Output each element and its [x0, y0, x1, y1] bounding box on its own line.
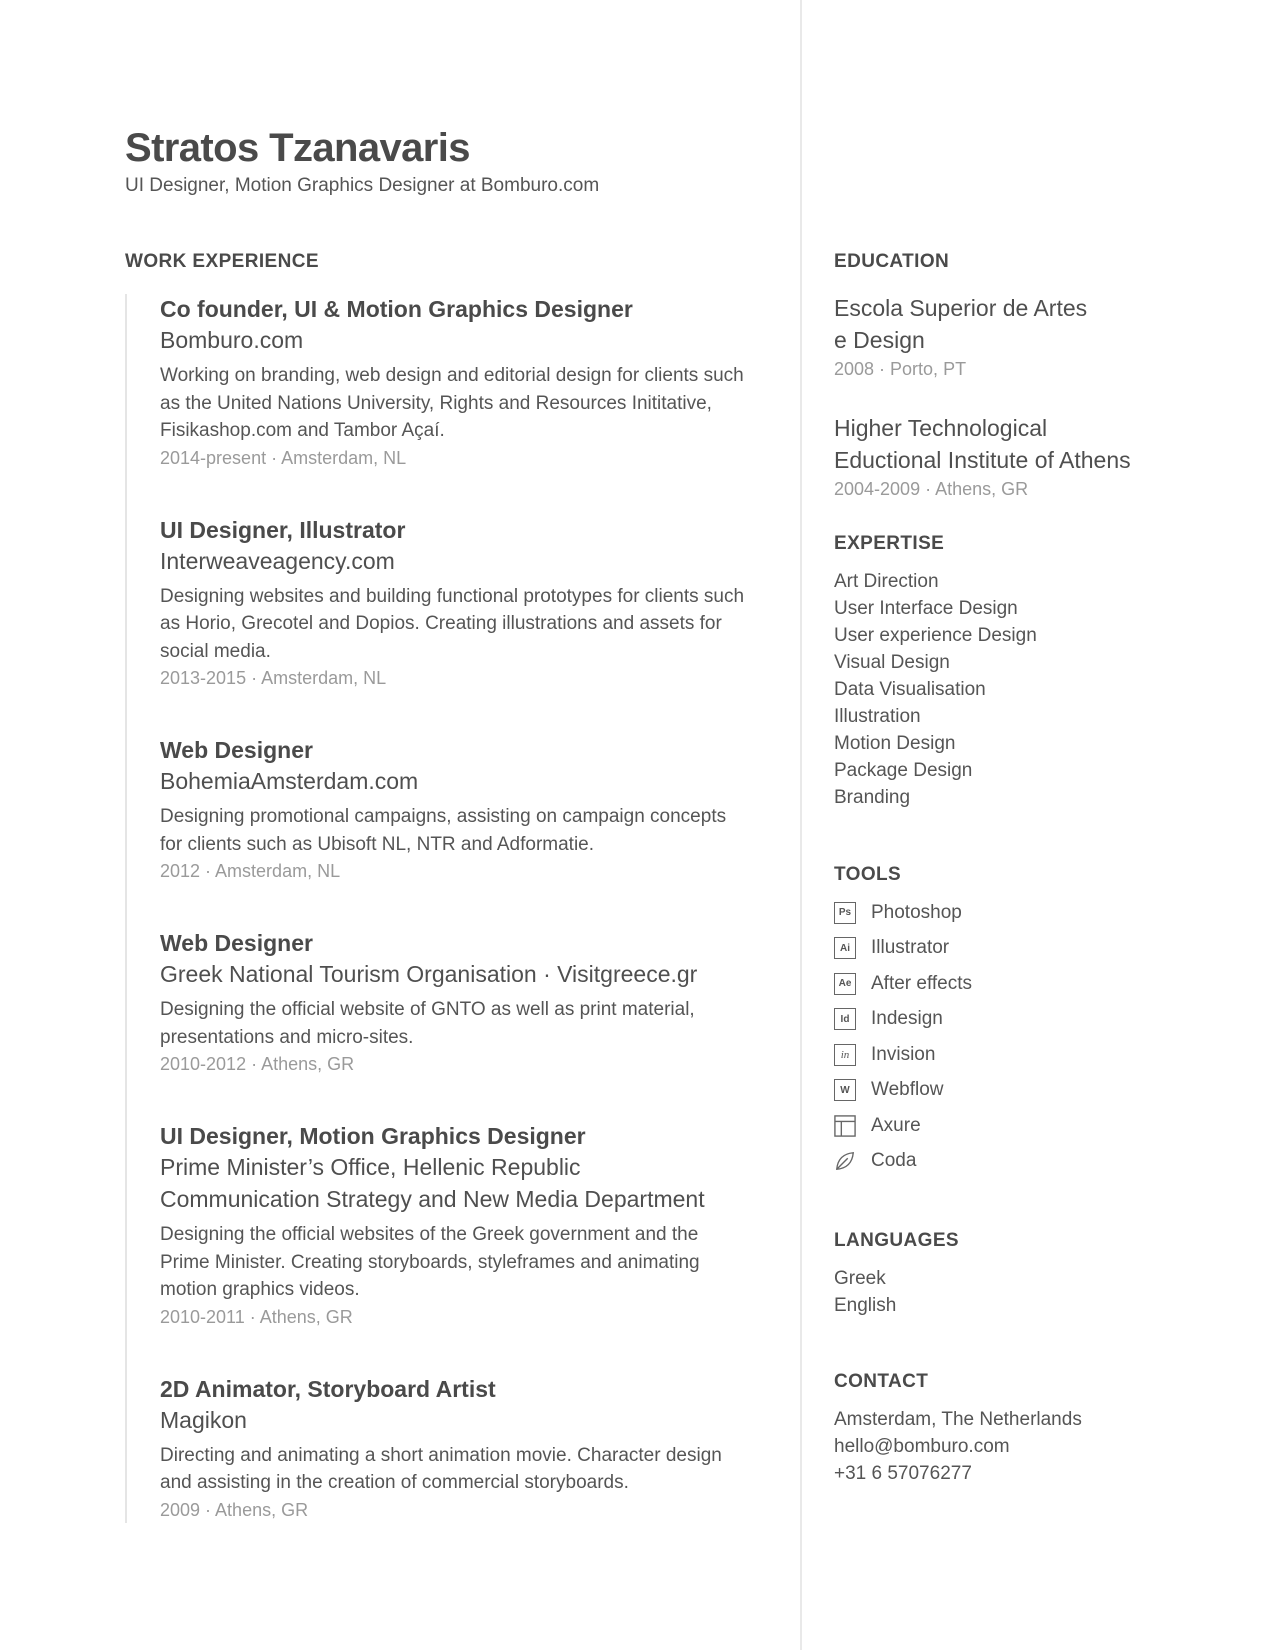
job-dates-location: 2010-2012 · Athens, GR — [160, 1054, 355, 1074]
contact-item: hello@bomburo.com — [834, 1436, 1010, 1457]
tool-label: Axure — [871, 1114, 921, 1136]
school-name — [834, 412, 1254, 476]
photoshop-icon: Ps — [834, 902, 856, 924]
axure-icon — [834, 1115, 856, 1137]
webflow-icon: W — [834, 1079, 856, 1101]
job-description: Designing promotional campaigns, assisting on campaign concepts for clients such as Ubisoft NL, NTR and Adformatie. — [160, 806, 727, 855]
job-entry — [160, 515, 765, 692]
left-column — [125, 250, 765, 1523]
school-name-line: Higher Technological — [834, 415, 1048, 441]
job-description: Directing and animating a short animation movie. Character design and assisting in the creation of commercial storyboards. — [160, 1444, 722, 1493]
tool-label: Coda — [871, 1150, 917, 1172]
tools-section — [834, 863, 1254, 1179]
tool-item — [834, 1073, 1254, 1109]
right-column — [834, 250, 1254, 1487]
languages-section — [834, 1229, 1254, 1319]
job-dates-location: 2010-2011 · Athens, GR — [160, 1306, 353, 1327]
job-title: Web Designer — [160, 930, 313, 956]
tool-item — [834, 1037, 1254, 1073]
job-company-line: Interweaveagency.com — [160, 547, 395, 574]
job-company — [160, 958, 765, 990]
invision-icon: in — [834, 1044, 856, 1066]
coda-leaf-icon — [834, 1150, 856, 1172]
job-entry — [160, 928, 765, 1077]
job-company — [160, 324, 765, 356]
job-description: Working on branding, web design and editorial design for clients such as the United Nations University, Rights and Resources Inititative, Fisikashop.com and Tambor Açaí. — [160, 365, 744, 441]
job-description: Designing websites and building functional prototypes for clients such as Horio, Grecotel and Dopios. Creating illustrations and assets for social media. — [160, 585, 745, 662]
contact-list — [834, 1406, 1254, 1487]
work-timeline — [125, 294, 765, 1523]
expertise-item: Visual Design — [834, 652, 950, 673]
job-title: Web Designer — [160, 737, 313, 763]
tool-item — [834, 966, 1254, 1002]
school-name — [834, 292, 1254, 356]
section-title-work-experience: WORK EXPERIENCE — [125, 251, 319, 272]
education-entry — [834, 292, 1254, 382]
school-name-line: Eductional Institute of Athens — [834, 447, 1131, 473]
contact-item: +31 6 57076277 — [834, 1463, 972, 1484]
tool-item — [834, 1108, 1254, 1144]
tool-item — [834, 1144, 1254, 1180]
job-entry — [160, 1374, 765, 1523]
indesign-icon: Id — [834, 1008, 856, 1030]
expertise-item: User Interface Design — [834, 598, 1018, 619]
after-effects-icon: Ae — [834, 973, 856, 995]
expertise-list — [834, 568, 1254, 811]
job-dates-location: 2014-present · Amsterdam, NL — [160, 447, 407, 468]
tool-label: Invision — [871, 1043, 936, 1065]
job-title: 2D Animator, Storyboard Artist — [160, 1375, 496, 1402]
tool-label: Indesign — [871, 1008, 943, 1030]
tool-label: Webflow — [871, 1079, 944, 1101]
job-dates-location: 2009 · Athens, GR — [160, 1499, 309, 1520]
tool-item — [834, 895, 1254, 931]
tools-list — [834, 895, 1254, 1179]
expertise-item: Motion Design — [834, 733, 956, 754]
contact-section — [834, 1370, 1254, 1487]
school-name-line: e Design — [834, 327, 925, 353]
education-section — [834, 250, 1254, 502]
expertise-item: User experience Design — [834, 625, 1037, 646]
job-company — [160, 1404, 765, 1436]
job-entry — [160, 735, 765, 884]
education-entry — [834, 412, 1254, 502]
tool-label: Illustrator — [871, 937, 950, 959]
job-company-line: Bomburo.com — [160, 327, 304, 353]
languages-list — [834, 1265, 1254, 1319]
language-item: Greek — [834, 1268, 886, 1289]
resume-header — [125, 124, 599, 198]
job-company — [160, 545, 765, 577]
expertise-item: Package Design — [834, 760, 973, 781]
job-company-line: Magikon — [160, 1406, 247, 1433]
expertise-item: Art Direction — [834, 571, 939, 592]
tool-label: Photoshop — [871, 901, 962, 923]
expertise-item: Data Visualisation — [834, 679, 986, 700]
job-description: Designing the official website of GNTO as well as print material, presentations and micro-sites. — [160, 999, 695, 1048]
job-entry — [160, 294, 765, 471]
person-tagline: UI Designer, Motion Graphics Designer at Bomburo.com — [125, 175, 600, 196]
tool-item — [834, 931, 1254, 967]
school-name-line: Escola Superior de Artes — [834, 295, 1088, 321]
expertise-item: Branding — [834, 787, 911, 808]
section-title-tools: TOOLS — [834, 864, 902, 885]
language-item: English — [834, 1295, 897, 1316]
job-company-line: BohemiaAmsterdam.com — [160, 768, 419, 794]
illustrator-icon: Ai — [834, 937, 856, 959]
education-dates-location: 2004-2009 · Athens, GR — [834, 479, 1029, 499]
job-dates-location: 2012 · Amsterdam, NL — [160, 861, 341, 881]
job-company — [160, 765, 765, 797]
contact-item: Amsterdam, The Netherlands — [834, 1409, 1082, 1430]
job-company — [160, 1151, 765, 1215]
job-entry — [160, 1121, 765, 1330]
section-title-education: EDUCATION — [834, 251, 950, 272]
job-dates-location: 2013-2015 · Amsterdam, NL — [160, 668, 387, 688]
job-company-line: Prime Minister’s Office, Hellenic Republic — [160, 1154, 581, 1180]
job-title: UI Designer, Motion Graphics Designer — [160, 1123, 586, 1149]
section-title-languages: LANGUAGES — [834, 1230, 959, 1251]
column-divider — [800, 0, 802, 1650]
tool-label: After effects — [871, 972, 973, 994]
section-title-expertise: EXPERTISE — [834, 533, 945, 554]
education-list — [834, 292, 1254, 502]
job-company-line: Communication Strategy and New Media Department — [160, 1186, 705, 1212]
person-name: Stratos Tzanavaris — [125, 126, 470, 170]
job-description: Designing the official websites of the Greek government and the Prime Minister. Creating storyboards, styleframes and animating motion graphics videos. — [160, 1224, 700, 1300]
education-dates-location: 2008 · Porto, PT — [834, 359, 967, 379]
job-company-line: Greek National Tourism Organisation · Visitgreece.gr — [160, 961, 698, 987]
tool-item — [834, 1002, 1254, 1038]
expertise-item: Illustration — [834, 706, 921, 727]
expertise-section — [834, 532, 1254, 811]
job-title: Co founder, UI & Motion Graphics Designer — [160, 296, 633, 322]
job-title: UI Designer, Illustrator — [160, 516, 406, 543]
section-title-contact: CONTACT — [834, 1371, 929, 1392]
